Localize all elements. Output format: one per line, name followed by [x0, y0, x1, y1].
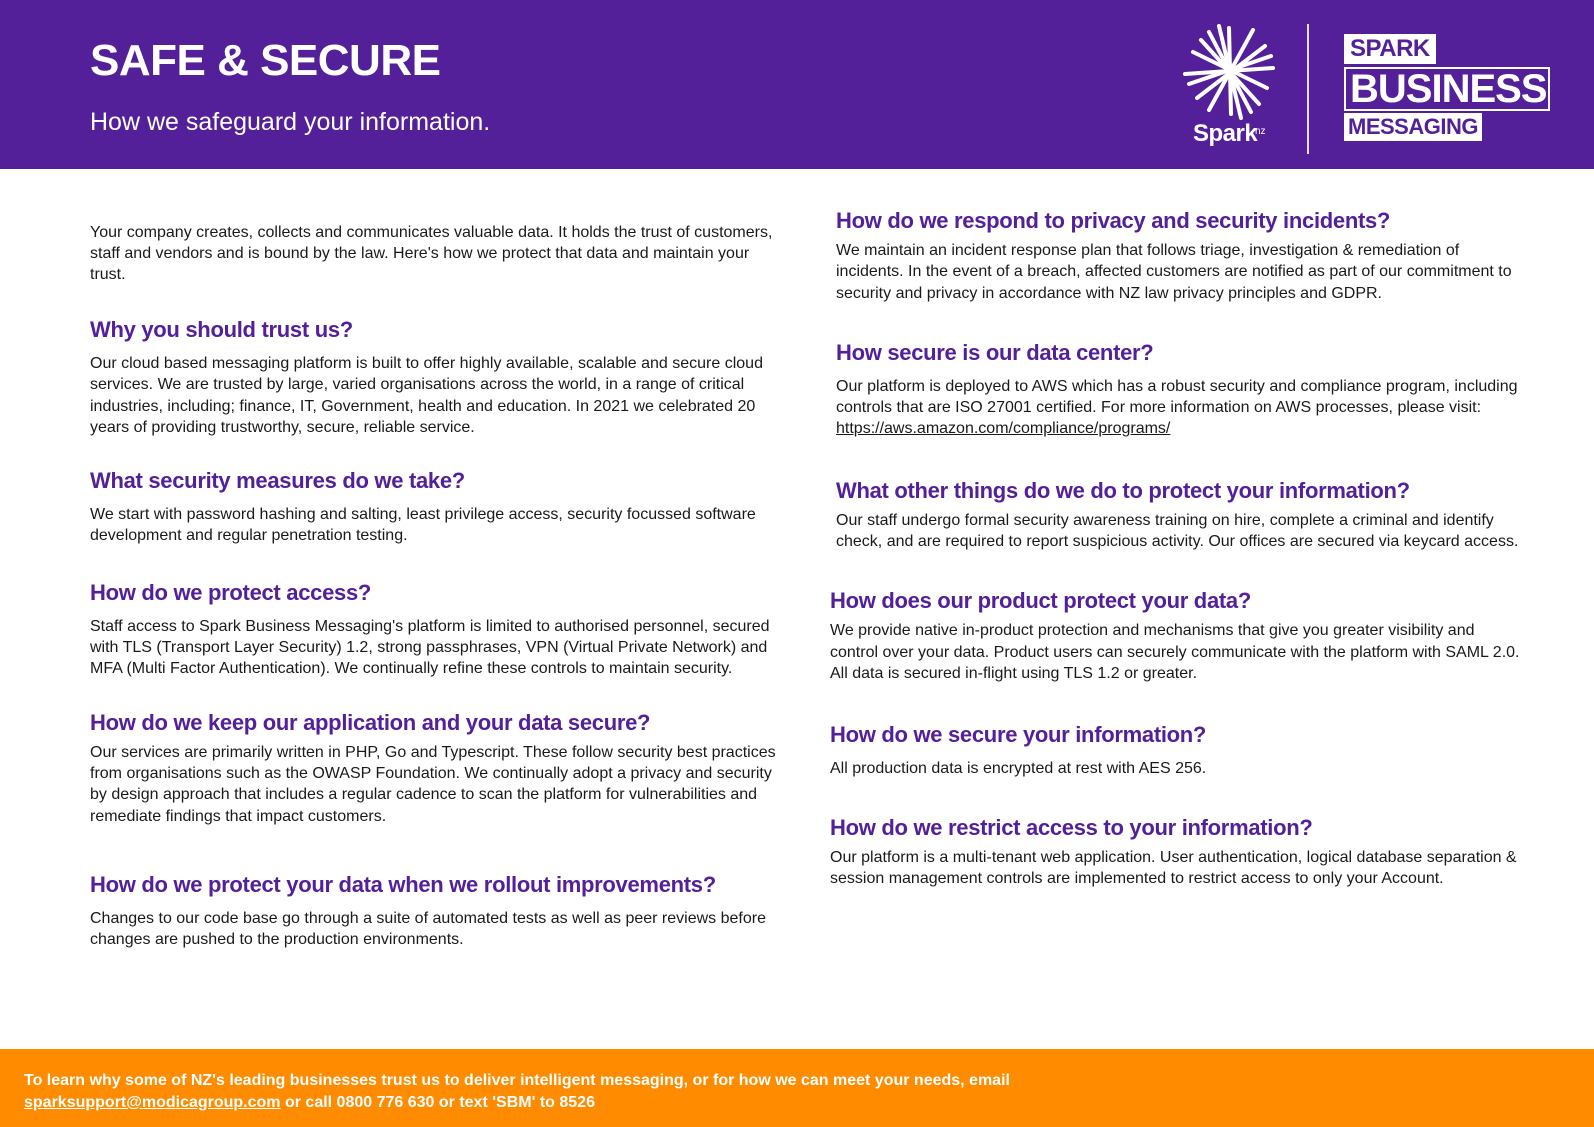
footer-text-after: or call 0800 776 630 or text 'SBM' to 8526 — [280, 1094, 595, 1111]
page-title: SAFE & SECURE — [90, 36, 441, 85]
sbm-logo-line3: MESSAGING — [1344, 113, 1482, 141]
section-heading: How does our product protect your data? — [830, 588, 1251, 614]
section-body: We maintain an incident response plan that follows triage, investigation & remediation of incidents. In the event of a breach, affected customers are notified as part of our commitment to security and privacy in accordance with NZ law privacy principles and GDPR. — [836, 242, 1512, 302]
section-body: We provide native in-product protection and mechanisms that give you greater visibility and control over your data. Product users can securely communicate with the platform with SAML 2.0. All data is secured in-flight using TLS 1.2 or greater. — [830, 622, 1520, 682]
spark-starburst-icon — [1179, 22, 1279, 122]
footer-text-before: To learn why some of NZ's leading businesses trust us to deliver intelligent messaging, or for how we can meet your needs, email — [24, 1072, 1010, 1089]
logo-divider — [1307, 24, 1309, 154]
sbm-logo-line2: BUSINESS — [1344, 67, 1550, 111]
section-application-secure — [90, 708, 780, 827]
section-secure-information — [830, 720, 1526, 779]
header-banner — [0, 0, 1594, 169]
section-heading: How do we protect your data when we rollout improvements? — [90, 871, 716, 897]
section-body: Our services are primarily written in PHP, Go and Typescript. These follow security best practices from organisations such as the OWASP Foundation. We continually adopt a privacy and security by design approach that includes a regular cadence to scan the platform for vulnerabilities and remediate findings that impact customers. — [90, 743, 776, 825]
section-body: Our cloud based messaging platform is built to offer highly available, scalable and secure cloud services. We are trusted by large, varied organisations across the world, in a range of critical industries, including; finance, IT, Government, health and education. In 2021 we celebrated 20 years of providing trustworthy, secure, reliable service. — [90, 355, 763, 436]
section-why-trust — [90, 315, 780, 438]
spark-logo-suffix: nz — [1255, 126, 1266, 137]
section-other-protection — [836, 476, 1526, 553]
aws-compliance-link[interactable]: https://aws.amazon.com/compliance/programs/ — [836, 420, 1171, 438]
intro-paragraph: Your company creates, collects and communicates valuable data. It holds the trust of customers, staff and vendors and is bound by the law. Here's how we protect that data and maintain your trust. — [90, 224, 773, 283]
support-email-link[interactable]: sparksupport@modicagroup.com — [24, 1094, 281, 1111]
section-body: Our platform is a multi-tenant web application. User authentication, logical database separation & session management controls are implemented to restrict access to only your Account. — [830, 848, 1517, 887]
footer-banner — [0, 1049, 1594, 1127]
section-body: All production data is encrypted at rest with AES 256. — [830, 760, 1207, 778]
sbm-logo-line1: SPARK — [1344, 34, 1436, 64]
section-heading: How secure is our data center? — [836, 339, 1154, 365]
section-heading: How do we protect access? — [90, 579, 372, 605]
section-heading: How do we secure your information? — [830, 722, 1207, 748]
section-body: We start with password hashing and salting, least privilege access, security focussed software development and regular penetration testing. — [90, 506, 756, 545]
data-center-text: Our platform is deployed to AWS which has a robust security and compliance program, including controls that are ISO 27001 certified. For more information on AWS processes, please visit: — [836, 377, 1518, 417]
page-subtitle: How we safeguard your information. — [90, 108, 491, 136]
section-product-protection — [830, 586, 1526, 684]
section-body: Staff access to Spark Business Messaging's platform is limited to authorised personnel, secured with TLS (Transport Layer Security) 1.2, strong passphrases, VPN (Virtual Private Network) and MFA (Multi Factor Authentication). We continually refine these controls to maintain security. — [90, 617, 770, 678]
section-body — [836, 376, 1526, 440]
section-restrict-access — [830, 813, 1526, 890]
footer-text — [24, 1070, 1164, 1114]
spark-logo-text: Spark — [1193, 120, 1258, 147]
section-body: Changes to our code base go through a suite of automated tests as well as peer reviews before changes are pushed to the production environments. — [90, 909, 766, 949]
spark-logo — [1175, 22, 1285, 152]
section-heading: What other things do we do to protect your information? — [836, 477, 1410, 503]
section-incidents — [836, 206, 1526, 304]
section-heading: How do we restrict access to your information? — [830, 814, 1313, 840]
section-body: Our staff undergo formal security awareness training on hire, complete a criminal and identify check, and are required to report suspicious activity. Our offices are secured via keycard access. — [836, 511, 1519, 551]
section-heading: What security measures do we take? — [90, 468, 465, 494]
section-rollout-improvements — [90, 870, 780, 951]
spark-business-messaging-logo — [1344, 34, 1554, 144]
section-data-center — [836, 338, 1526, 440]
section-protect-access — [90, 578, 780, 680]
section-security-measures — [90, 466, 780, 547]
right-column — [830, 206, 1526, 889]
left-column — [90, 222, 780, 950]
section-heading: How do we keep our application and your data secure? — [90, 709, 651, 735]
section-heading: How do we respond to privacy and security incidents? — [836, 208, 1391, 233]
section-heading: Why you should trust us? — [90, 317, 353, 342]
